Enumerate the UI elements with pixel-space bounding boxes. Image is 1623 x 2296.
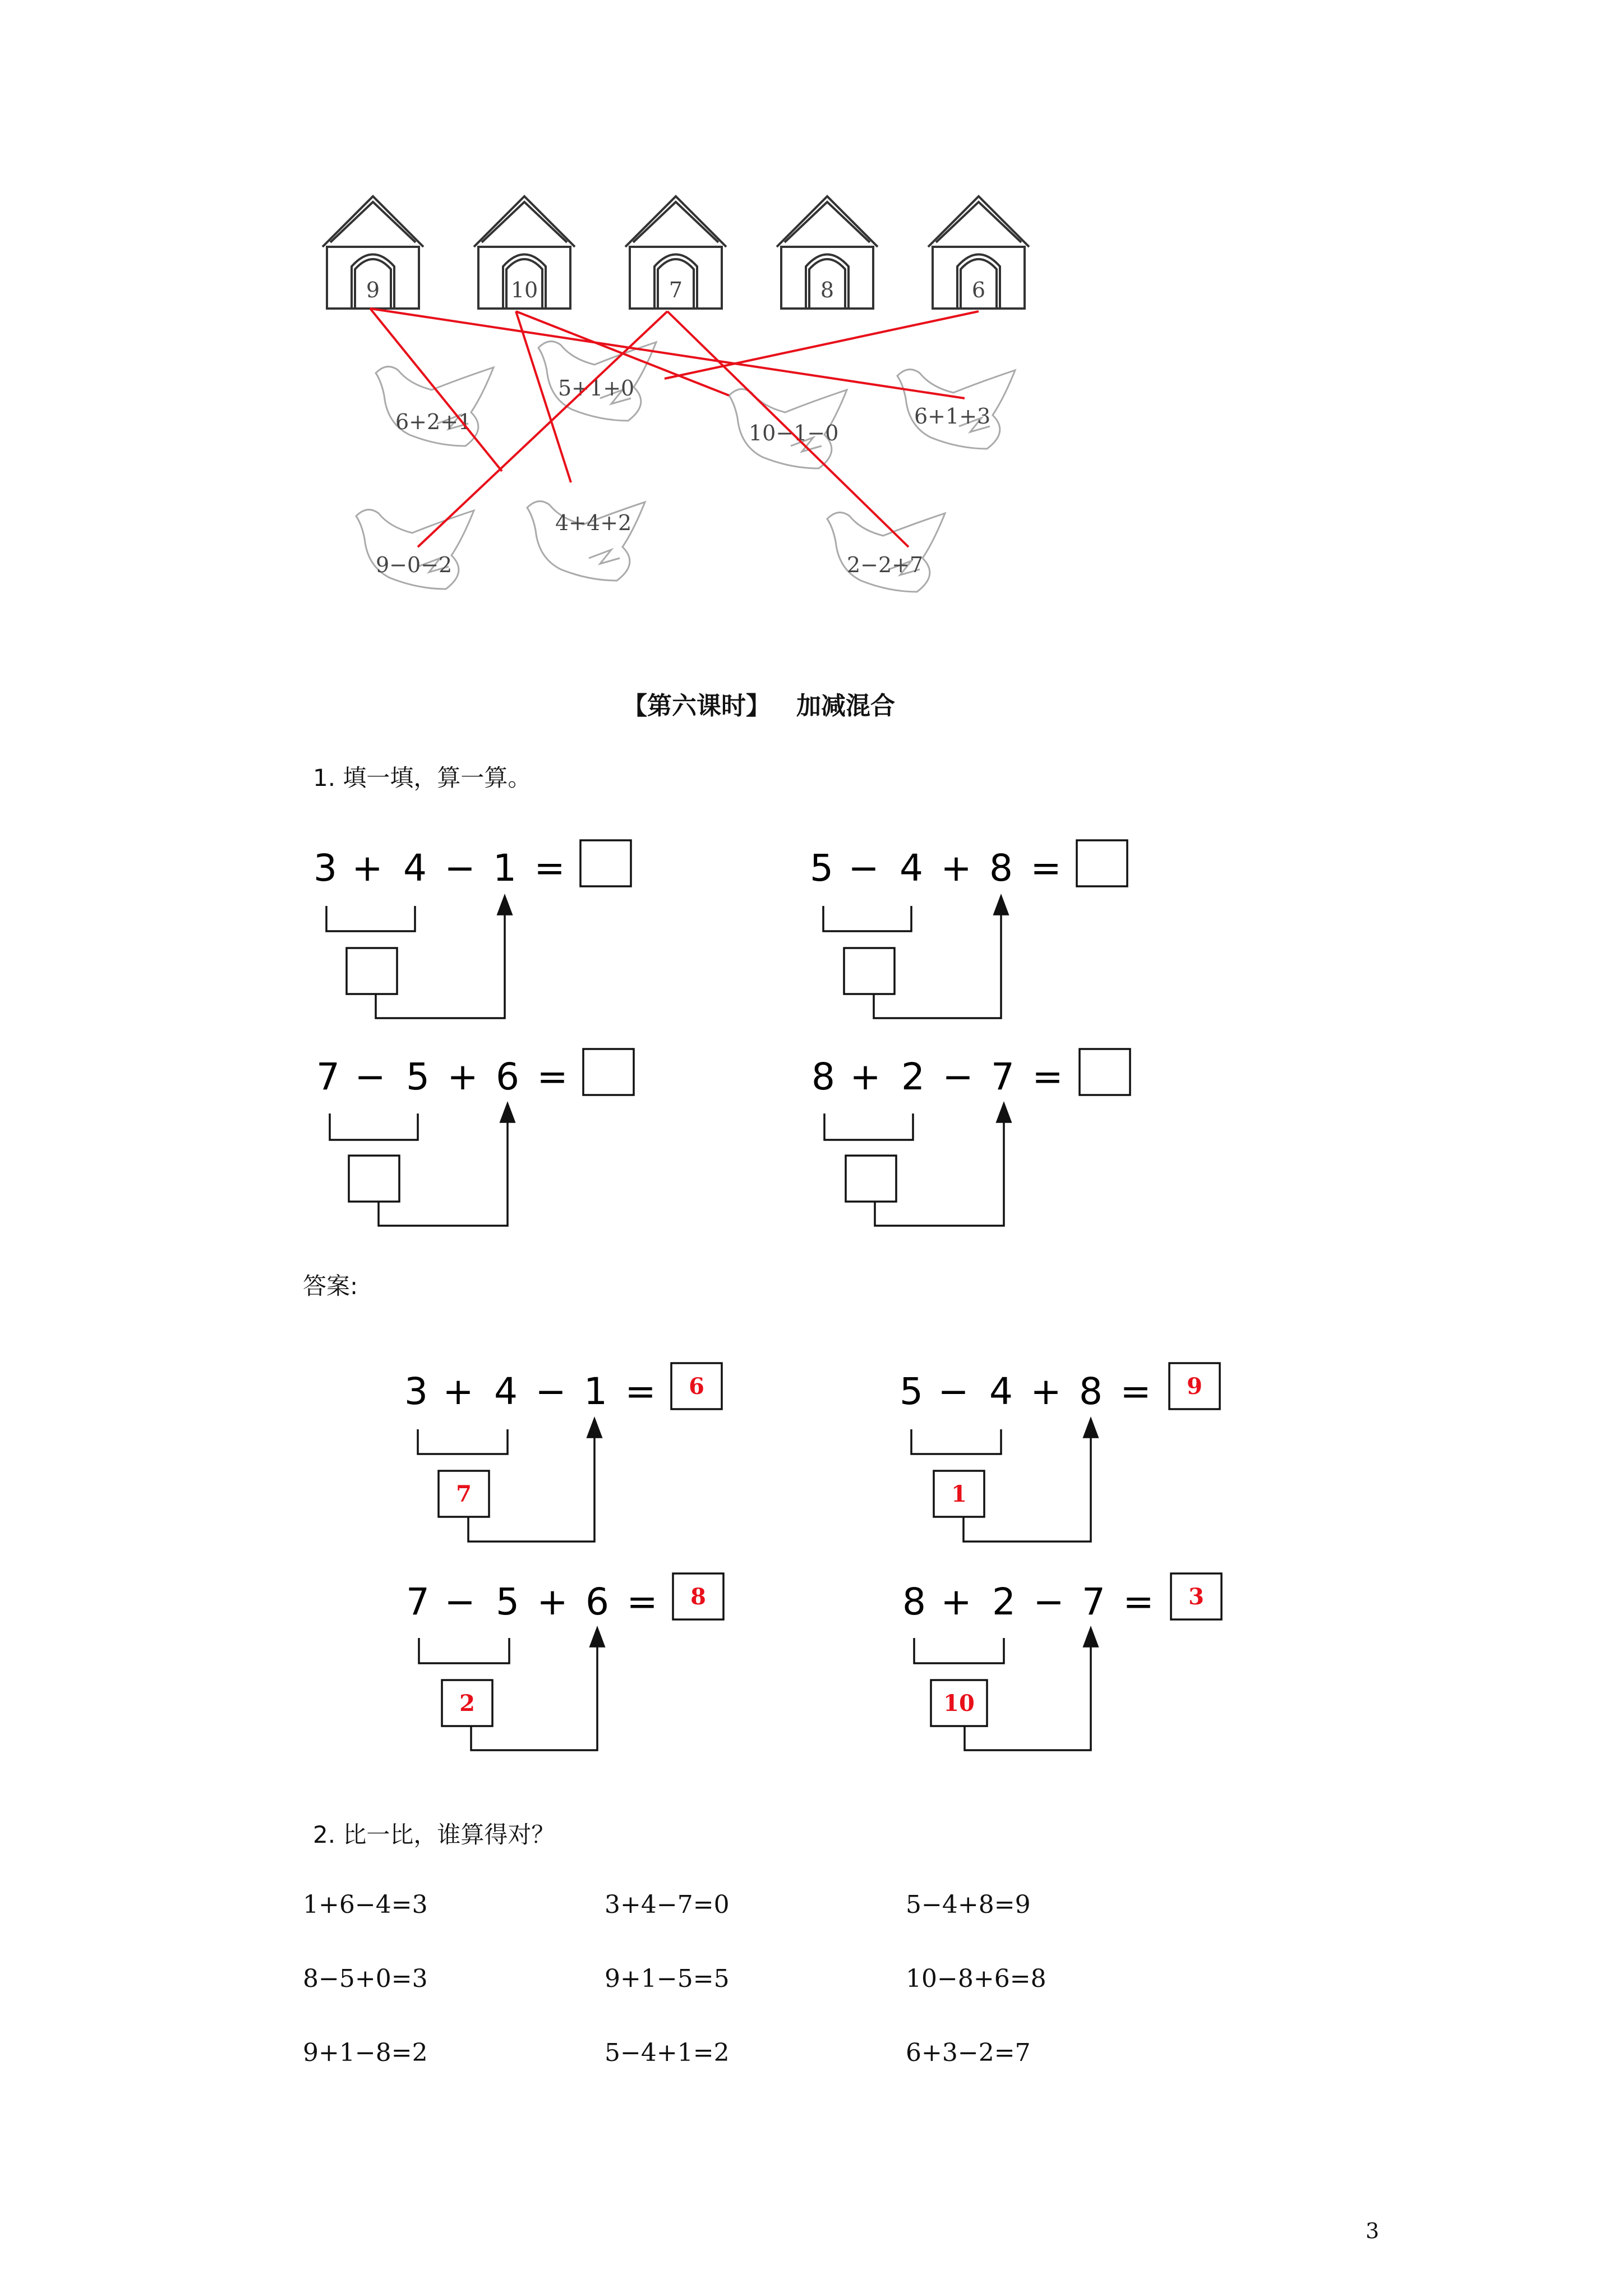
equation: 9+1−5=5 <box>605 1964 730 1993</box>
question-1-term: 4 <box>403 846 427 890</box>
answer-term: + <box>1030 1370 1062 1413</box>
equation: 8−5+0=3 <box>303 1964 428 1993</box>
page-number: 3 <box>1366 2219 1380 2243</box>
question-1-term: + <box>940 846 972 890</box>
dove-expression: 9−0−2 <box>376 553 453 577</box>
question-1-term: = <box>1032 1055 1063 1098</box>
answer-box[interactable] <box>844 948 895 994</box>
question-1-title: 1. 填一填，算一算。 <box>313 764 532 792</box>
answer-term: = <box>1123 1580 1154 1623</box>
question-1-term: + <box>352 846 383 890</box>
answer-term: = <box>626 1580 658 1623</box>
question-1-term: 3 <box>313 846 337 890</box>
question-1-term: − <box>848 846 879 890</box>
dove-expression: 5+1+0 <box>558 376 635 401</box>
dove-expression: 6+1+3 <box>914 404 991 429</box>
question-1-term: 5 <box>406 1055 430 1098</box>
answer-box[interactable] <box>347 948 397 994</box>
dove-expression: 6+2+1 <box>395 409 472 434</box>
answer-box[interactable] <box>583 1049 634 1095</box>
question-1-term: 8 <box>811 1055 835 1098</box>
question-1-term: + <box>850 1055 881 1098</box>
answer-term: + <box>442 1370 474 1413</box>
equation: 6+3−2=7 <box>906 2039 1031 2067</box>
answer-term: − <box>444 1580 476 1623</box>
equation: 10−8+6=8 <box>906 1964 1046 1993</box>
answer-term: 2 <box>992 1580 1016 1623</box>
answer-term: − <box>535 1370 566 1413</box>
question-1-term: 8 <box>989 846 1013 890</box>
answer-intermediate: 1 <box>951 1481 967 1507</box>
question-1-term: 6 <box>496 1055 519 1098</box>
answer-term: 7 <box>406 1580 430 1623</box>
answer-result: 6 <box>689 1373 704 1400</box>
answer-term: = <box>1120 1370 1151 1413</box>
house-number: 10 <box>510 278 538 302</box>
question-1-term: 4 <box>900 846 923 890</box>
answer-box[interactable] <box>349 1156 399 1202</box>
dove-expression: 4+4+2 <box>555 510 632 535</box>
question-1-term: − <box>444 846 476 890</box>
answer-result: 3 <box>1188 1584 1204 1610</box>
house-number: 9 <box>366 278 380 302</box>
dove-expression: 10−1−0 <box>749 421 839 445</box>
answer-term: 7 <box>1082 1580 1105 1623</box>
answer-result: 8 <box>690 1584 706 1610</box>
house-dove-matching-figure <box>303 185 1122 662</box>
question-2-title: 2. 比一比，谁算得对？ <box>313 1821 555 1848</box>
answer-box[interactable] <box>846 1156 896 1202</box>
answer-box[interactable] <box>1080 1049 1130 1095</box>
answer-box[interactable] <box>580 840 631 886</box>
question-1-term: = <box>1030 846 1062 890</box>
equation: 9+1−8=2 <box>303 2039 428 2067</box>
answer-term: 8 <box>902 1580 926 1623</box>
answer-term: 6 <box>585 1580 609 1623</box>
question-1-term: 7 <box>991 1055 1015 1098</box>
question-1-term: = <box>534 846 565 890</box>
question-1-term: − <box>942 1055 974 1098</box>
answer-term: − <box>938 1370 969 1413</box>
answer-label: 答案: <box>303 1272 358 1300</box>
lesson-heading: 【第六课时】 加减混合 <box>623 692 895 720</box>
answer-result: 9 <box>1187 1373 1202 1400</box>
answer-term: 5 <box>900 1370 923 1413</box>
house-number: 6 <box>971 278 986 302</box>
house-number: 8 <box>820 278 834 302</box>
question-1-term: 5 <box>810 846 833 890</box>
question-1-term: 2 <box>901 1055 925 1098</box>
answer-term: 3 <box>404 1370 428 1413</box>
answer-term: + <box>537 1580 568 1623</box>
dove-expression: 2−2+7 <box>847 553 924 577</box>
equation: 5−4+8=9 <box>906 1890 1031 1919</box>
answer-intermediate: 2 <box>459 1690 475 1717</box>
answer-box[interactable] <box>1077 840 1127 886</box>
answer-term: 4 <box>494 1370 518 1413</box>
answer-intermediate: 10 <box>943 1690 975 1717</box>
answer-term: 5 <box>496 1580 519 1623</box>
question-1-term: 1 <box>493 846 517 890</box>
question-1-term: 7 <box>316 1055 340 1098</box>
house-number: 7 <box>668 278 683 302</box>
answer-term: − <box>1033 1580 1064 1623</box>
question-1-term: + <box>447 1055 478 1098</box>
equation: 1+6−4=3 <box>303 1890 428 1919</box>
answer-term: 8 <box>1079 1370 1103 1413</box>
answer-term: 4 <box>989 1370 1013 1413</box>
equation: 3+4−7=0 <box>605 1890 730 1919</box>
question-1-term: − <box>354 1055 386 1098</box>
answer-term: 1 <box>584 1370 607 1413</box>
answer-term: + <box>940 1580 972 1623</box>
answer-intermediate: 7 <box>456 1481 472 1507</box>
question-1-term: = <box>537 1055 568 1098</box>
equation: 5−4+1=2 <box>605 2039 730 2067</box>
answer-term: = <box>625 1370 656 1413</box>
question-1-diagrams <box>303 825 1200 1245</box>
answer-diagrams <box>393 1346 1267 1773</box>
